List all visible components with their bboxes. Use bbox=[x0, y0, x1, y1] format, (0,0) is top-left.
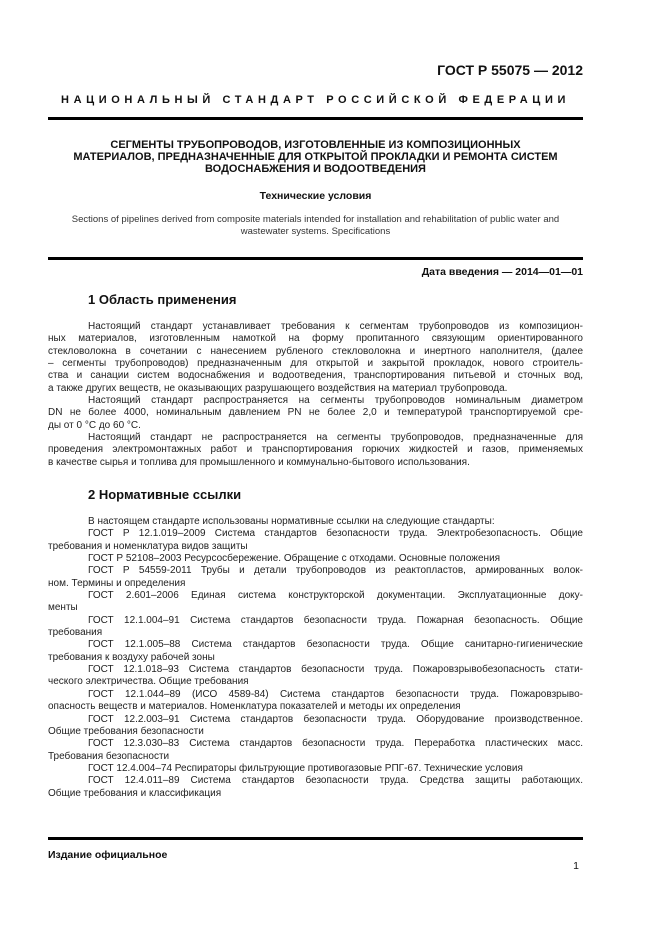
paragraph-line: ном. Термины и определения bbox=[48, 577, 186, 589]
paragraph bbox=[48, 553, 583, 565]
title-divider bbox=[48, 257, 583, 260]
paragraph-line: ды от 0 °С до 60 °С. bbox=[48, 419, 141, 431]
section-1-body bbox=[48, 321, 583, 469]
document-title bbox=[48, 139, 583, 175]
paragraph-line: ства и санации систем водоснабжения и водоотведения, транспортирования питьевой и сточных вод, bbox=[48, 370, 583, 382]
title-line: ВОДОСНАБЖЕНИЯ И ВОДООТВЕДЕНИЯ bbox=[205, 163, 426, 175]
english-title-line: wastewater systems. Specifications bbox=[240, 226, 391, 237]
paragraph-line: требования к воздуху рабочей зоны bbox=[48, 651, 215, 663]
paragraph-line: – сегменты трубопроводов) предназначенным для открытой и закрытой прокладок, нового строитель- bbox=[48, 358, 583, 370]
document-subtitle: Технические условия bbox=[259, 190, 372, 202]
paragraph bbox=[48, 615, 583, 640]
paragraph-line: Настоящий стандарт не распространяется на сегменты трубопроводов, предназначенные для bbox=[88, 432, 583, 444]
top-divider bbox=[48, 117, 583, 120]
paragraph-line: ных материалов, изготовленным намоткой на форму пропитанного связующим ориентированного bbox=[48, 333, 583, 345]
paragraph bbox=[48, 664, 583, 689]
paragraph-line: ГОСТ Р 12.1.019–2009 Система стандартов безопасности труда. Электробезопасность. Общие bbox=[88, 528, 583, 540]
paragraph bbox=[48, 321, 583, 395]
paragraph-line: а также других веществ, не оказывающих разрушающего воздействия на материал трубопровода. bbox=[48, 382, 508, 394]
paragraph bbox=[48, 738, 583, 763]
introduction-date: Дата введения — 2014—01—01 bbox=[421, 266, 583, 278]
paragraph bbox=[48, 689, 583, 714]
paragraph-line: стекловолокна в сочетании с нанесением рубленого стекловолокна и инертного наполнителя, (далее bbox=[48, 345, 583, 357]
paragraph-line: ГОСТ 2.601–2006 Единая система конструкторской документации. Эксплуатационные доку- bbox=[88, 590, 583, 602]
title-line: СЕГМЕНТЫ ТРУБОПРОВОДОВ, ИЗГОТОВЛЕННЫЕ ИЗ КОМПОЗИЦИОННЫХ bbox=[110, 139, 521, 151]
paragraph bbox=[48, 565, 583, 590]
paragraph-line: Общие требования безопасности bbox=[48, 725, 204, 737]
paragraph-line: опасность веществ и материалов. Номенклатура показателей и методы их определения bbox=[48, 701, 461, 713]
paragraph-line: Настоящий стандарт распространяется на сегменты трубопроводов номинальным диаметром bbox=[88, 395, 583, 407]
page-number: 1 bbox=[573, 860, 579, 872]
paragraph-line: ГОСТ 12.4.011–89 Система стандартов безопасности труда. Средства защиты работающих. bbox=[88, 775, 583, 787]
section-2-heading: 2 Нормативные ссылки bbox=[88, 487, 242, 502]
section-1-heading: 1 Область применения bbox=[88, 292, 237, 307]
paragraph-line: ГОСТ 12.4.004–74 Респираторы фильтрующие противогазовые РПГ-67. Технические условия bbox=[88, 762, 523, 774]
paragraph-line: менты bbox=[48, 602, 78, 614]
official-edition-label: Издание официальное bbox=[48, 849, 168, 861]
paragraph-line: требования и номенклатура видов защиты bbox=[48, 540, 248, 552]
paragraph bbox=[48, 516, 583, 528]
paragraph-line: ГОСТ Р 52108–2003 Ресурсосбережение. Обращение с отходами. Основные положения bbox=[88, 553, 501, 565]
paragraph-line: ГОСТ 12.1.004–91 Система стандартов безопасности труда. Пожарная безопасность. Общие bbox=[88, 614, 583, 626]
paragraph-line: Требования безопасности bbox=[48, 750, 170, 762]
paragraph bbox=[48, 714, 583, 739]
paragraph-line: ГОСТ 12.1.005–88 Система стандартов безопасности труда. Общие санитарно-гигиенические bbox=[88, 639, 583, 651]
national-standard-banner: НАЦИОНАЛЬНЫЙ СТАНДАРТ РОССИЙСКОЙ ФЕДЕРАЦИИ bbox=[61, 94, 570, 106]
paragraph-line: ГОСТ 12.1.018–93 Система стандартов безопасности труда. Пожаровзрывобезопасность стати- bbox=[88, 664, 583, 676]
paragraph bbox=[48, 763, 583, 775]
paragraph-line: ГОСТ 12.2.003–91 Система стандартов безопасности труда. Оборудование производственное. bbox=[88, 713, 583, 725]
paragraph-line: в качестве сырья и топлива для промышленного и коммунально-бытового использования. bbox=[48, 456, 470, 468]
paragraph bbox=[48, 528, 583, 553]
paragraph-line: Общие требования и классификация bbox=[48, 787, 222, 799]
paragraph bbox=[48, 590, 583, 615]
paragraph-line: ческого электричества. Общие требования bbox=[48, 676, 249, 688]
english-title bbox=[30, 214, 601, 238]
footer-divider bbox=[48, 837, 583, 840]
paragraph-line: ГОСТ 12.3.030–83 Система стандартов безопасности труда. Переработка пластических масс. bbox=[88, 738, 583, 750]
paragraph bbox=[48, 639, 583, 664]
paragraph bbox=[48, 395, 583, 432]
paragraph-line: ГОСТ Р 54559-2011 Трубы и детали трубопроводов из реактопластов, армированных волок- bbox=[88, 565, 583, 577]
paragraph-line: DN не более 4000, номинальным давлением PN не более 2,0 и температурой транспортируемой сре- bbox=[48, 407, 583, 419]
document-number: ГОСТ Р 55075 — 2012 bbox=[437, 62, 583, 78]
paragraph bbox=[48, 775, 583, 800]
paragraph-line: требования bbox=[48, 627, 103, 639]
paragraph-line: В настоящем стандарте использованы нормативные ссылки на следующие стандарты: bbox=[88, 516, 495, 527]
paragraph bbox=[48, 432, 583, 469]
title-line: МАТЕРИАЛОВ, ПРЕДНАЗНАЧЕННЫЕ ДЛЯ ОТКРЫТОЙ ПРОКЛАДКИ И РЕМОНТА СИСТЕМ bbox=[73, 151, 558, 163]
paragraph-line: Настоящий стандарт устанавливает требования к сегментам трубопроводов из композицион- bbox=[88, 321, 583, 332]
paragraph-line: проведения электромонтажных работ и транспортирования горючих жидкостей и газов, применяемых bbox=[48, 444, 583, 456]
paragraph-line: ГОСТ 12.1.044–89 (ИСО 4589-84) Система стандартов безопасности труда. Пожаровзрыво- bbox=[88, 688, 583, 700]
english-title-line: Sections of pipelines derived from composite materials intended for installation and rehabilitation of public water and bbox=[71, 214, 560, 225]
section-2-body bbox=[48, 516, 583, 800]
